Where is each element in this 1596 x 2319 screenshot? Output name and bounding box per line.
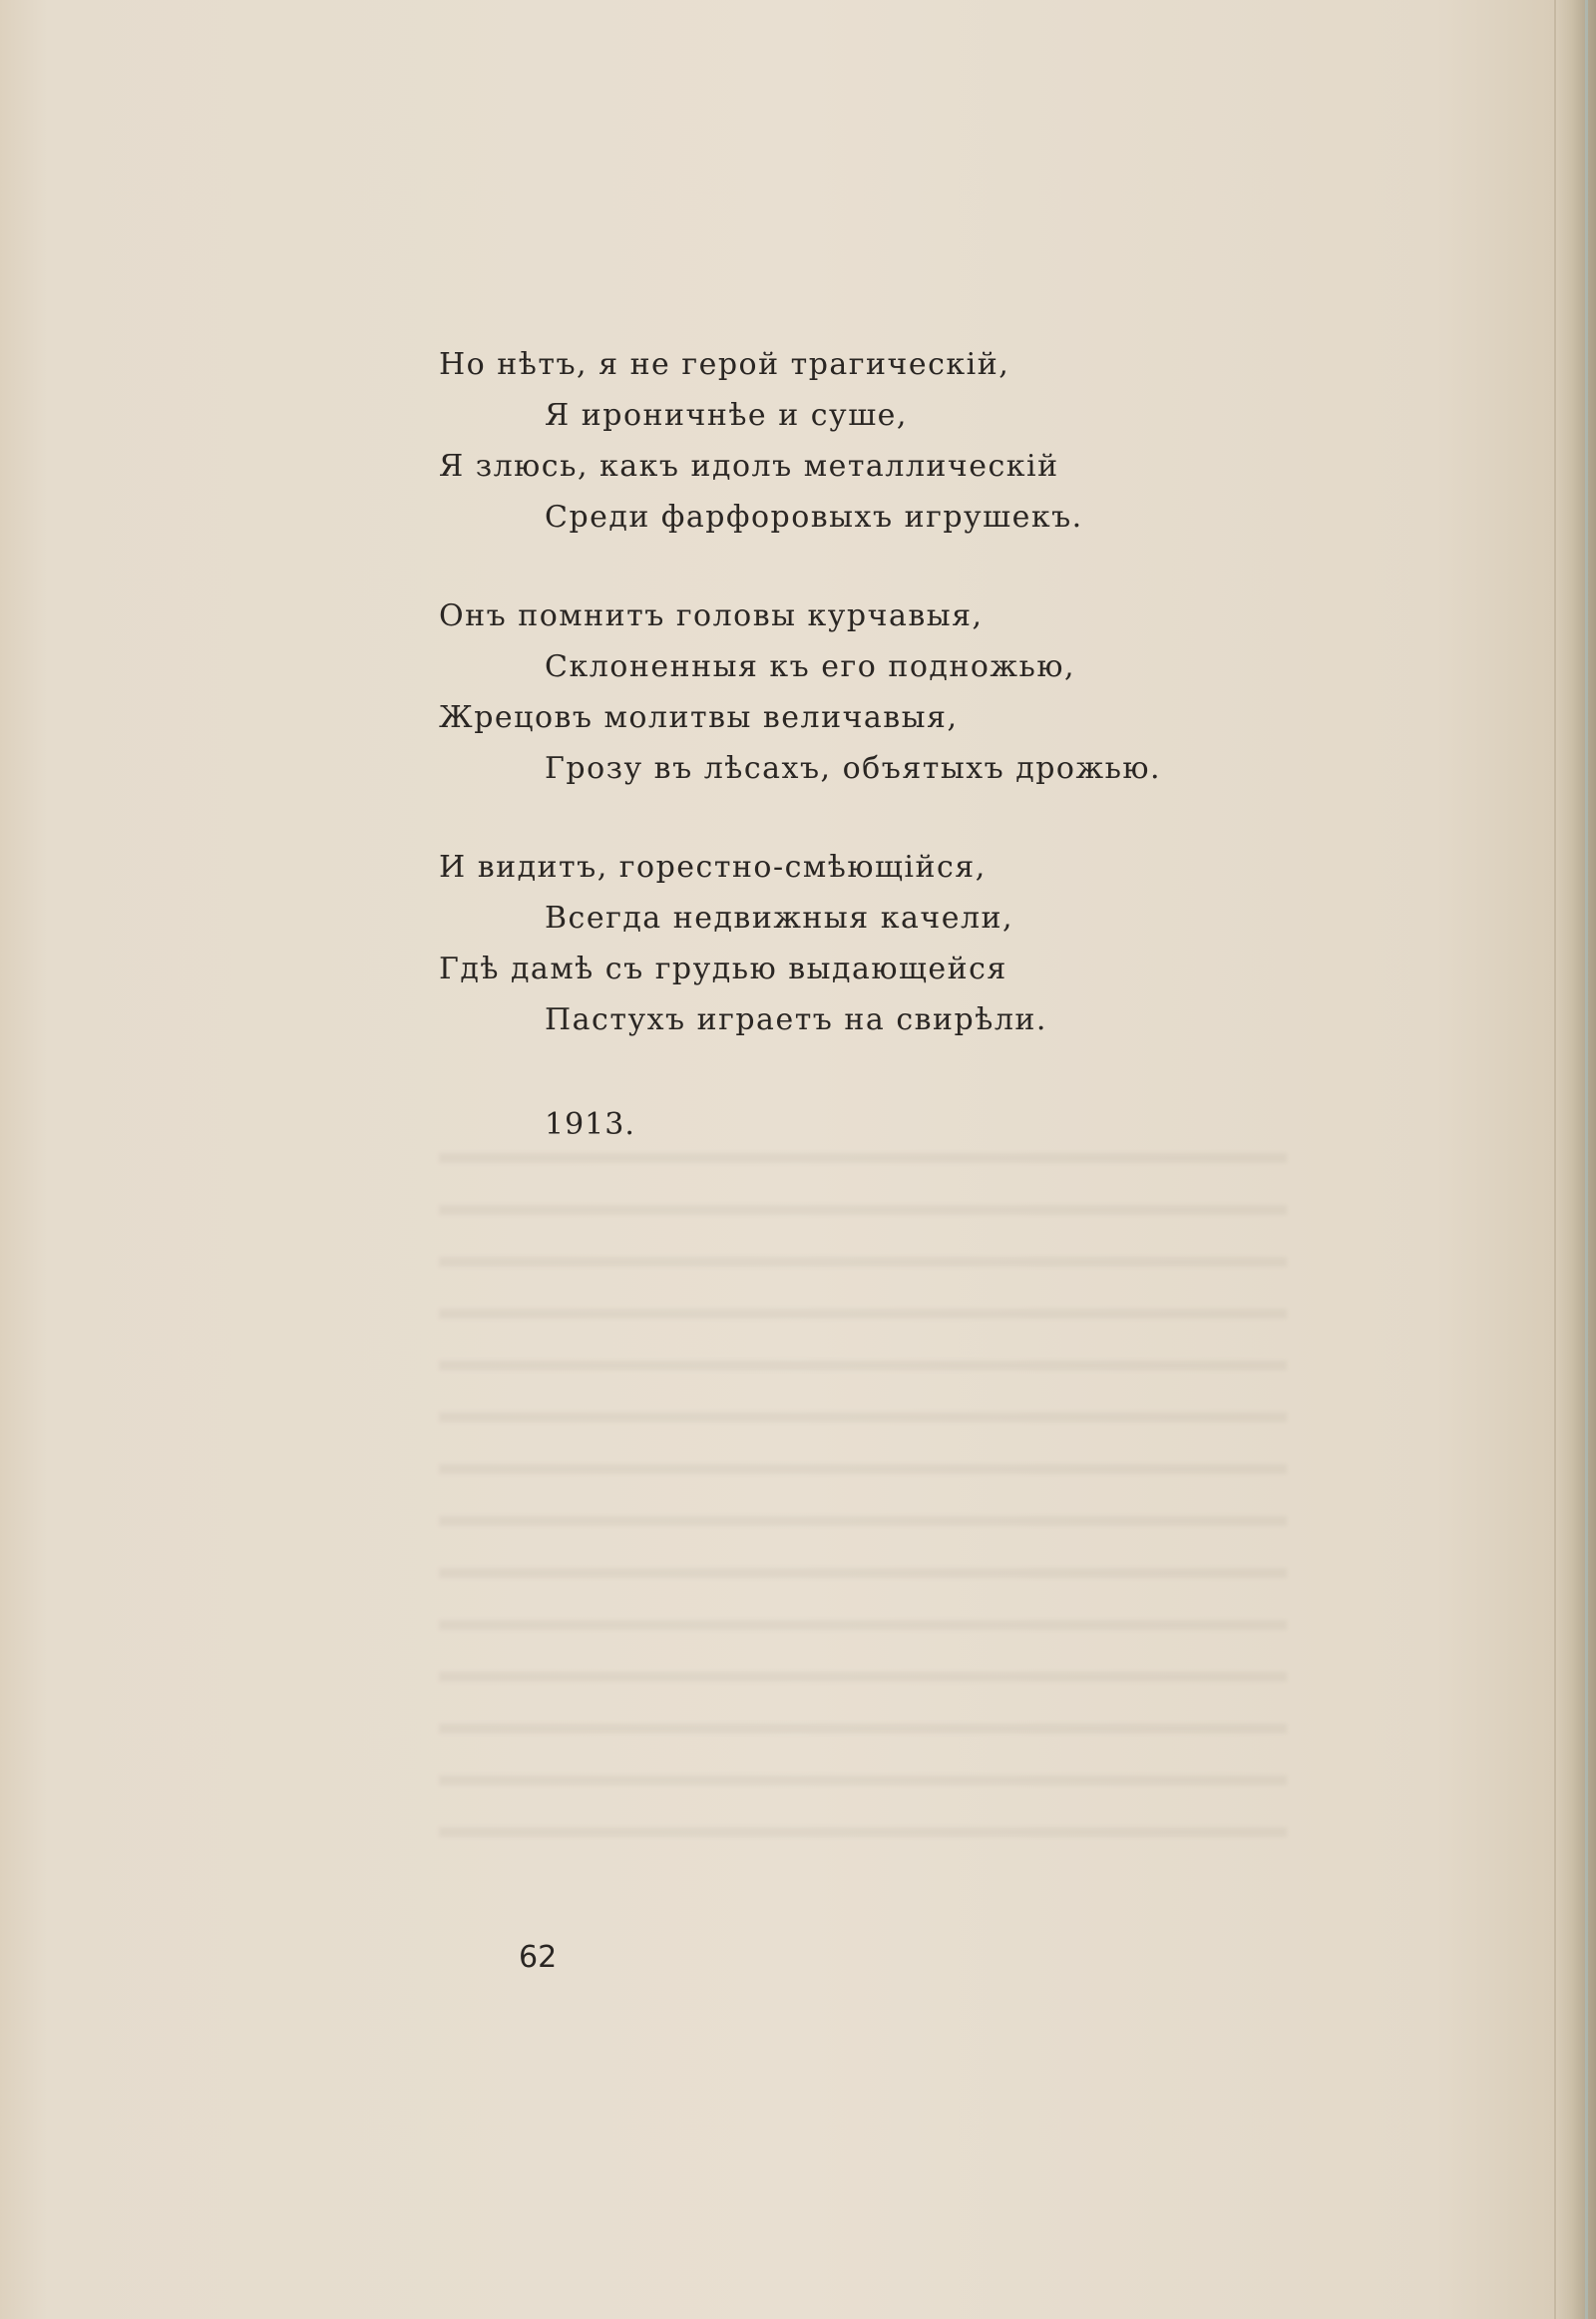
poem-line: Всегда недвижныя качели, (545, 901, 1014, 936)
poem-line: Онъ помнитъ головы курчавыя, (439, 598, 984, 633)
poem-line: Склоненныя къ его подножью, (545, 649, 1076, 684)
stanza-2 (439, 590, 1337, 794)
page-edge-stripe (1585, 0, 1588, 2319)
poem-line: Я злюсь, какъ идолъ металлическій (439, 449, 1059, 484)
stanza-1 (439, 339, 1337, 543)
poem-line: И видитъ, горестно-смѣющійся, (439, 850, 987, 885)
poem (439, 339, 1337, 1093)
poem-year: 1913. (545, 1107, 635, 1142)
poem-line: Но нѣтъ, я не герой трагическій, (439, 347, 1010, 382)
page-edge (1554, 0, 1596, 2319)
poem-line: Я ироничнѣе и суше, (545, 398, 908, 433)
poem-line: Грозу въ лѣсахъ, объятыхъ дрожью. (545, 751, 1162, 786)
show-through-texture (439, 1117, 1287, 1875)
poem-line: Гдѣ дамѣ съ грудью выдающейся (439, 952, 1007, 986)
poem-line: Среди фарфоровыхъ игрушекъ. (545, 500, 1083, 535)
page-number: 62 (519, 1940, 558, 1975)
poem-line: Пастухъ играетъ на свирѣли. (545, 1002, 1047, 1037)
poem-line: Жрецовъ молитвы величавыя, (439, 700, 959, 735)
stanza-3 (439, 842, 1337, 1045)
